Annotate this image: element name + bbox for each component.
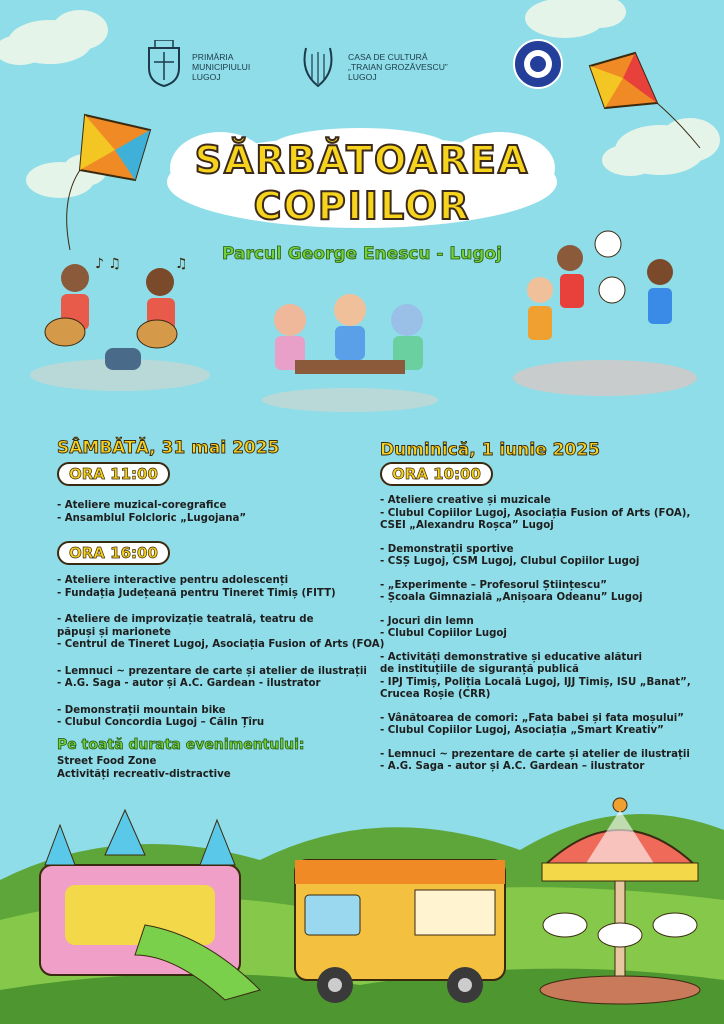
sunday-time-10: ORA 10:00 [380, 462, 493, 486]
list-item: - CSȘ Lugoj, CSM Lugoj, Clubul Copiilor Lugoj [380, 556, 640, 567]
club-round-logo-icon [512, 38, 564, 90]
logo2-line1: CASA DE CULTURĂ [348, 52, 428, 62]
volleyball-kids-illustration [510, 228, 700, 398]
carousel-illustration [530, 795, 710, 1010]
list-item: - Fundația Județeană pentru Tineret Timiș (FITT) [57, 587, 336, 599]
list-item: - Ateliere de improvizație teatrală, teatru de [57, 614, 314, 625]
list-item: - A.G. Saga - autor și A.C. Gardean – ilustrator [380, 761, 645, 772]
allday-list [57, 756, 231, 781]
list-item: - Clubul Copiilor Lugoj [380, 628, 507, 639]
logo2-line3: LUGOJ [348, 72, 377, 82]
list-item: - Clubul Copiilor Lugoj, Asociația „Smart Kreativ” [380, 725, 664, 736]
title-line-1: SĂRBĂTOAREA [194, 138, 530, 182]
saturday-slot1-list [57, 500, 246, 525]
coat-of-arms-icon [145, 40, 183, 88]
list-item: - Ansamblul Folcloric „Lugojana” [57, 512, 247, 524]
guitar-kids-illustration [25, 250, 215, 395]
list-item: - Vânătoarea de comori: „Fata babei și fata moșului” [380, 712, 684, 724]
list-item: CSEI „Alexandru Roșca” Lugoj [380, 520, 554, 531]
food-truck-illustration [285, 840, 525, 1010]
sunday-date-heading: Duminică, 1 iunie 2025 [380, 440, 600, 460]
list-item: de instituțiile de siguranță publică [380, 664, 579, 675]
list-item: - A.G. Saga - autor și A.C. Gardean - ilustrator [57, 678, 321, 689]
svg-text:♪ ♫: ♪ ♫ [95, 256, 121, 272]
list-item: - Ateliere interactive pentru adolescenți [57, 575, 289, 586]
bouncy-castle-illustration [25, 805, 275, 1005]
list-item: Crucea Roșie (CRR) [380, 689, 491, 700]
list-item: păpuși și marionete [57, 626, 171, 638]
face-painting-illustration [255, 288, 445, 413]
saturday-slot2-list [57, 575, 384, 730]
list-item: - Clubul Concordia Lugoj – Călin Țîru [57, 717, 265, 728]
list-item: - Lemnuci ~ prezentare de carte și atelier de ilustrații [57, 665, 367, 677]
list-item: - IPJ Timiș, Poliția Locală Lugoj, IJJ Timiș, ISU „Banat”, [380, 676, 691, 688]
event-location: Parcul George Enescu - Lugoj [222, 244, 502, 264]
title-line-2: COPIILOR [253, 184, 471, 228]
list-item: - Ateliere muzical-coregrafice [57, 500, 227, 511]
logo1-line2: MUNICIPIULUI [192, 62, 251, 72]
logo1-line1: PRIMĂRIA [192, 52, 234, 62]
list-item: Activități recreativ-distractive [57, 768, 231, 780]
list-item: - Centrul de Tineret Lugoj, Asociația Fusion of Arts (FOA) [57, 639, 385, 650]
list-item: - Demonstrații mountain bike [57, 704, 226, 716]
list-item: - Clubul Copiilor Lugoj, Asociația Fusion of Arts (FOA), [380, 507, 691, 519]
list-item: - Lemnuci ~ prezentare de carte și atelier de ilustrații [380, 748, 690, 760]
list-item: - Jocuri din lemn [380, 615, 474, 627]
sunday-list [380, 495, 691, 774]
logo-primaria-text [192, 52, 250, 82]
list-item: - Ateliere creative și muzicale [380, 495, 551, 506]
lyre-icon [298, 42, 338, 92]
list-item: - „Experimente – Profesorul Științescu” [380, 579, 607, 591]
allday-heading: Pe toată durata evenimentului: [57, 737, 305, 753]
logo2-line2: „TRAIAN GROZĂVESCU” [348, 62, 448, 72]
svg-text:♫: ♫ [175, 256, 188, 272]
saturday-time-16: ORA 16:00 [57, 541, 170, 565]
list-item: - Demonstrații sportive [380, 543, 514, 555]
list-item: - Activități demonstrative și educative alături [380, 651, 643, 663]
saturday-date-heading: SÂMBĂTĂ, 31 mai 2025 [57, 438, 280, 458]
logo-casa-cultura-text [348, 52, 448, 82]
list-item: - Școala Gimnazială „Anișoara Odeanu” Lugoj [380, 592, 643, 603]
saturday-time-11: ORA 11:00 [57, 462, 170, 486]
logo1-line3: LUGOJ [192, 72, 221, 82]
list-item: Street Food Zone [57, 756, 157, 767]
